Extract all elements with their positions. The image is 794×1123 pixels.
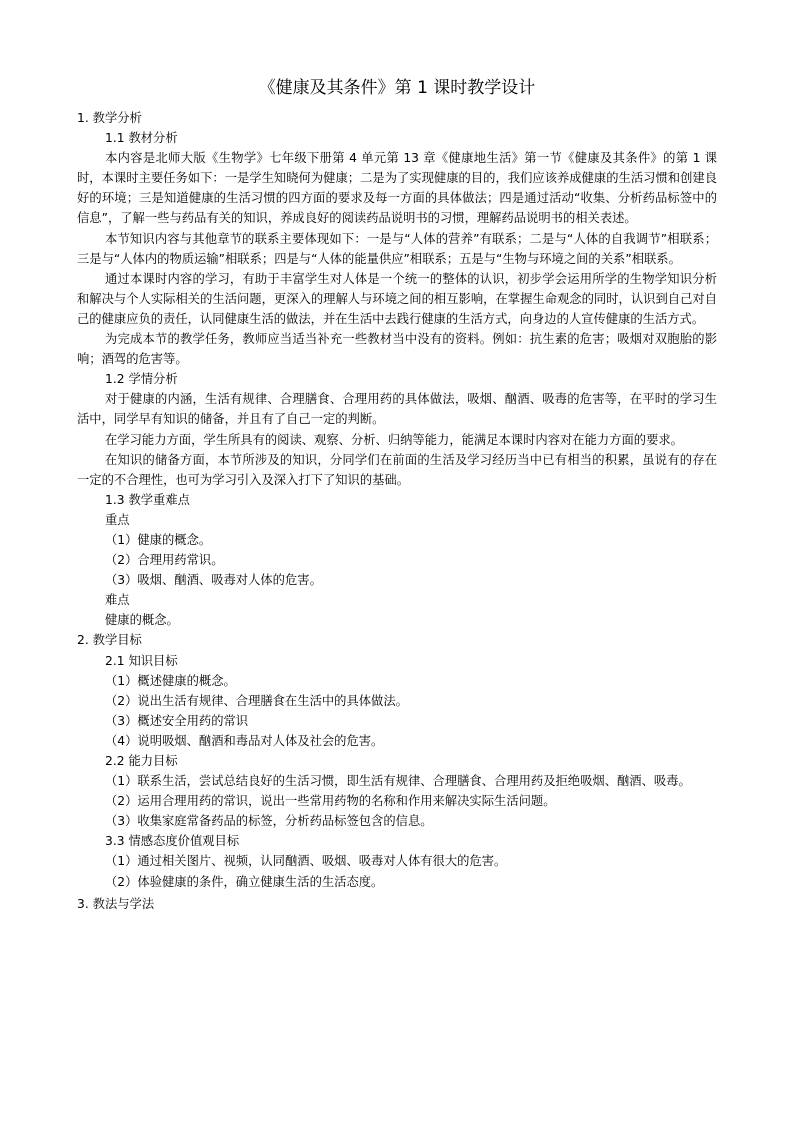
key-point-item: （2）合理用药常识。 (105, 553, 224, 568)
difficult-points-label: 难点 (105, 593, 130, 608)
attitude-goal-item: （1）通过相关图片、视频，认同酗酒、吸烟、吸毒对人体有很大的危害。 (105, 854, 507, 869)
document-title: 《健康及其条件》第 1 课时教学设计 (258, 78, 536, 98)
section-1-1-paragraph-3: 通过本课时内容的学习，有助于丰富学生对人体是一个统一的整体的认识，初步学会运用所学的生物学知识分析和解决与个人实际相关的生活问题，更深入的理解人与环境之间的相互影响，在掌握生命观念的同时，认识到自己对自己的健康应负的责任，认同健康生活的做法，并在生活中去践行健康的生活方式，向身边的人宣传健康的生活方式。 (77, 271, 717, 326)
knowledge-goal-item: （4）说明吸烟、酗酒和毒品对人体及社会的危害。 (105, 733, 384, 748)
key-point-item: （3）吸烟、酗酒、吸毒对人体的危害。 (105, 573, 322, 588)
section-1-1-paragraph-1: 本内容是北师大版《生物学》七年级下册第 4 单元第 13 章《健康地生活》第一节《健康及其条件》的第 1 课时，本课时主要任务如下：一是学生知晓何为健康；二是为了实现健康的目的，我们应该养成健康的生活习惯和创建良好的环境；三是知道健康的生活习惯的四方面的要求及每一方面的具体做法；四是通过活动“收集、分析药品标签中的信息”，了解一些与药品有关的知识，养成良好的阅读药品说明书的习惯，理解药品说明书的相关表述。 (77, 151, 717, 226)
knowledge-goal-item: （1）概述健康的概念。 (105, 673, 236, 688)
section-1-2-paragraph-2: 在学习能力方面，学生所具有的阅读、观察、分析、归纳等能力，能满足本课时内容对在能力方面的要求。 (105, 432, 683, 447)
section-1-2-paragraph-3: 在知识的储备方面，本节所涉及的知识，分同学们在前面的生活及学习经历当中已有相当的积累，虽说有的存在一定的不合理性，也可为学习引入及深入打下了知识的基础。 (77, 452, 717, 487)
key-point-item: （1）健康的概念。 (105, 532, 212, 547)
document-body (77, 108, 717, 914)
section-1-heading: 1. 教学分析 (77, 111, 142, 125)
key-points-label: 重点 (105, 512, 130, 527)
section-3-3-heading: 3.3 情感态度价值观目标 (105, 834, 240, 849)
ability-goal-item-2: （2）运用合理用药的常识，说出一些常用药物的名称和作用来解决实际生活问题。 (105, 794, 556, 809)
section-3-heading: 3. 教法与学法 (77, 896, 155, 911)
ability-goal-item-1: （1）联系生活，尝试总结良好的生活习惯，即生活有规律、合理膳食、合理用药及拒绝吸烟、酗酒、吸毒。 (105, 774, 691, 789)
section-2-heading: 2. 教学目标 (77, 633, 142, 648)
knowledge-goal-item: （3）概述安全用药的常识 (105, 713, 249, 728)
difficult-point-text: 健康的概念。 (105, 613, 179, 628)
section-1-1-paragraph-2: 本节知识内容与其他章节的联系主要体现如下：一是与“人体的营养”有联系；二是与“人体的自我调节”相联系；三是与“人体内的物质运输”相联系；四是与“人体的能量供应”相联系；五是与“生物与环境之间的关系”相联系。 (77, 231, 717, 266)
section-1-1-heading: 1.1 教材分析 (105, 131, 178, 146)
section-2-2-heading: 2.2 能力目标 (105, 754, 178, 768)
section-1-3-heading: 1.3 教学重难点 (105, 492, 190, 507)
ability-goal-item-3: （3）收集家庭常备药品的标签，分析药品标签包含的信息。 (105, 814, 433, 829)
section-2-1-heading: 2.1 知识目标 (105, 653, 178, 668)
attitude-goal-item: （2）体验健康的条件，确立健康生活的生活态度。 (105, 874, 384, 889)
section-1-2-heading: 1.2 学情分析 (105, 372, 178, 387)
knowledge-goal-item: （2）说出生活有规律、合理膳食在生活中的具体做法。 (105, 693, 408, 708)
section-1-1-paragraph-4: 为完成本节的教学任务，教师应当适当补充一些教材当中没有的资料。例如：抗生素的危害；吸烟对双胞胎的影响；酒驾的危害等。 (77, 332, 717, 367)
section-1-2-paragraph-1: 对于健康的内涵，生活有规律、合理膳食、合理用药的具体做法，吸烟、酗酒、吸毒的危害等，在平时的学习生活中，同学早有知识的储备，并且有了自己一定的判断。 (77, 392, 717, 427)
